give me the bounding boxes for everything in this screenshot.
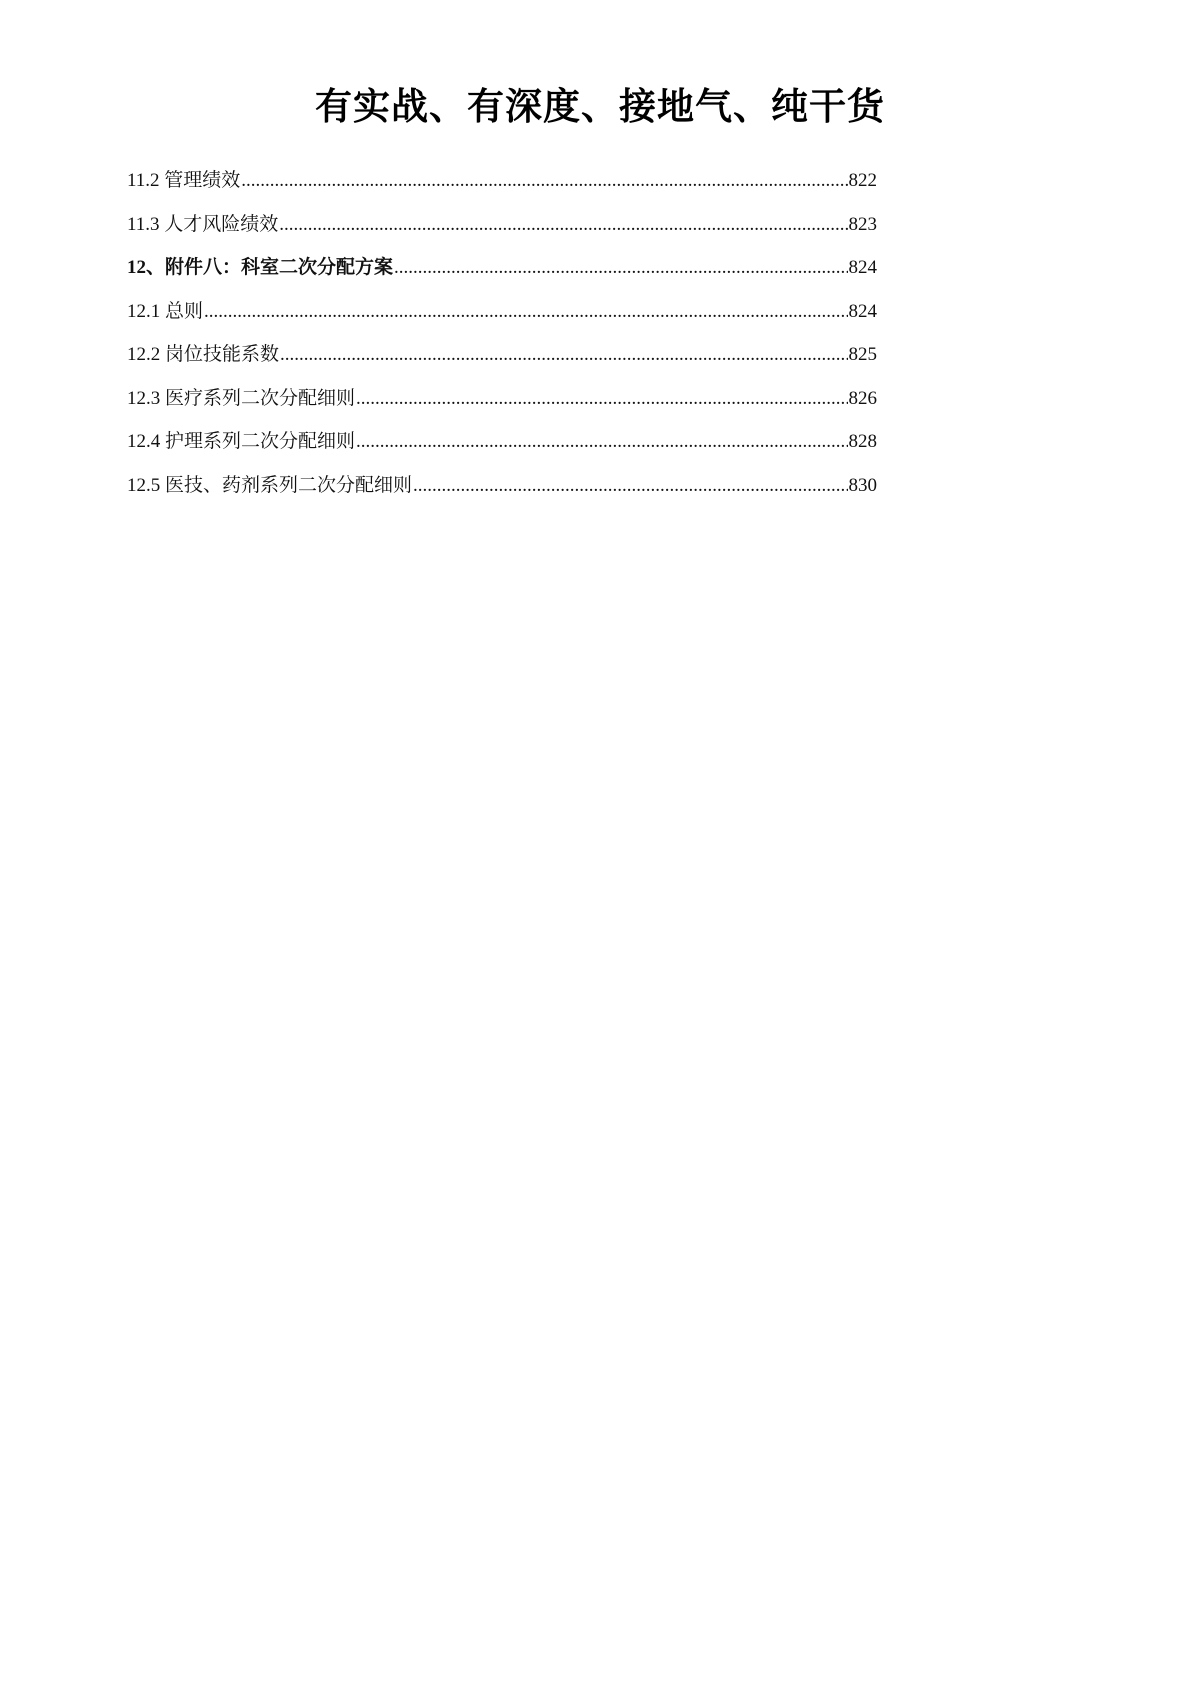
toc-leader-dots: [394, 246, 847, 290]
table-of-contents: [127, 159, 877, 507]
toc-entry-label: 11.3 人才风险绩效: [127, 213, 279, 235]
toc-leader-dots: [356, 377, 847, 421]
toc-entry-label: 12、附件八：科室二次分配方案: [127, 257, 394, 278]
toc-entry-label: 12.3 医疗系列二次分配细则: [127, 387, 356, 409]
toc-page-number: 828: [848, 431, 877, 452]
toc-leader-dots: [356, 420, 847, 464]
toc-leader-dots: [204, 290, 847, 334]
toc-page-number: 823: [848, 213, 877, 235]
toc-entry-label: 12.2 岗位技能系数: [127, 344, 280, 365]
toc-page-number: 824: [848, 257, 877, 278]
toc-entry-12-1[interactable]: [127, 290, 877, 334]
toc-page-number: 830: [848, 474, 877, 496]
toc-entry-12-2[interactable]: [127, 333, 877, 377]
toc-entry-label: 12.1 总则: [127, 300, 204, 322]
page-title: 有实战、有深度、接地气、纯干货: [315, 84, 885, 128]
toc-entry-12[interactable]: [127, 246, 877, 290]
toc-page-number: 822: [848, 170, 877, 191]
toc-page-number: 826: [848, 387, 877, 409]
toc-entry-12-4[interactable]: [127, 420, 877, 464]
toc-entry-12-5[interactable]: [127, 464, 877, 508]
toc-leader-dots: [241, 159, 847, 203]
toc-leader-dots: [280, 333, 847, 377]
toc-entry-label: 12.4 护理系列二次分配细则: [127, 431, 356, 452]
toc-entry-11-2[interactable]: [127, 159, 877, 203]
toc-entry-label: 11.2 管理绩效: [127, 170, 241, 191]
toc-leader-dots: [413, 464, 847, 508]
toc-entry-12-3[interactable]: [127, 377, 877, 421]
toc-page-number: 825: [848, 344, 877, 365]
toc-entry-label: 12.5 医技、药剂系列二次分配细则: [127, 474, 413, 496]
toc-leader-dots: [279, 203, 847, 247]
toc-entry-11-3[interactable]: [127, 203, 877, 247]
toc-page-number: 824: [848, 300, 877, 322]
